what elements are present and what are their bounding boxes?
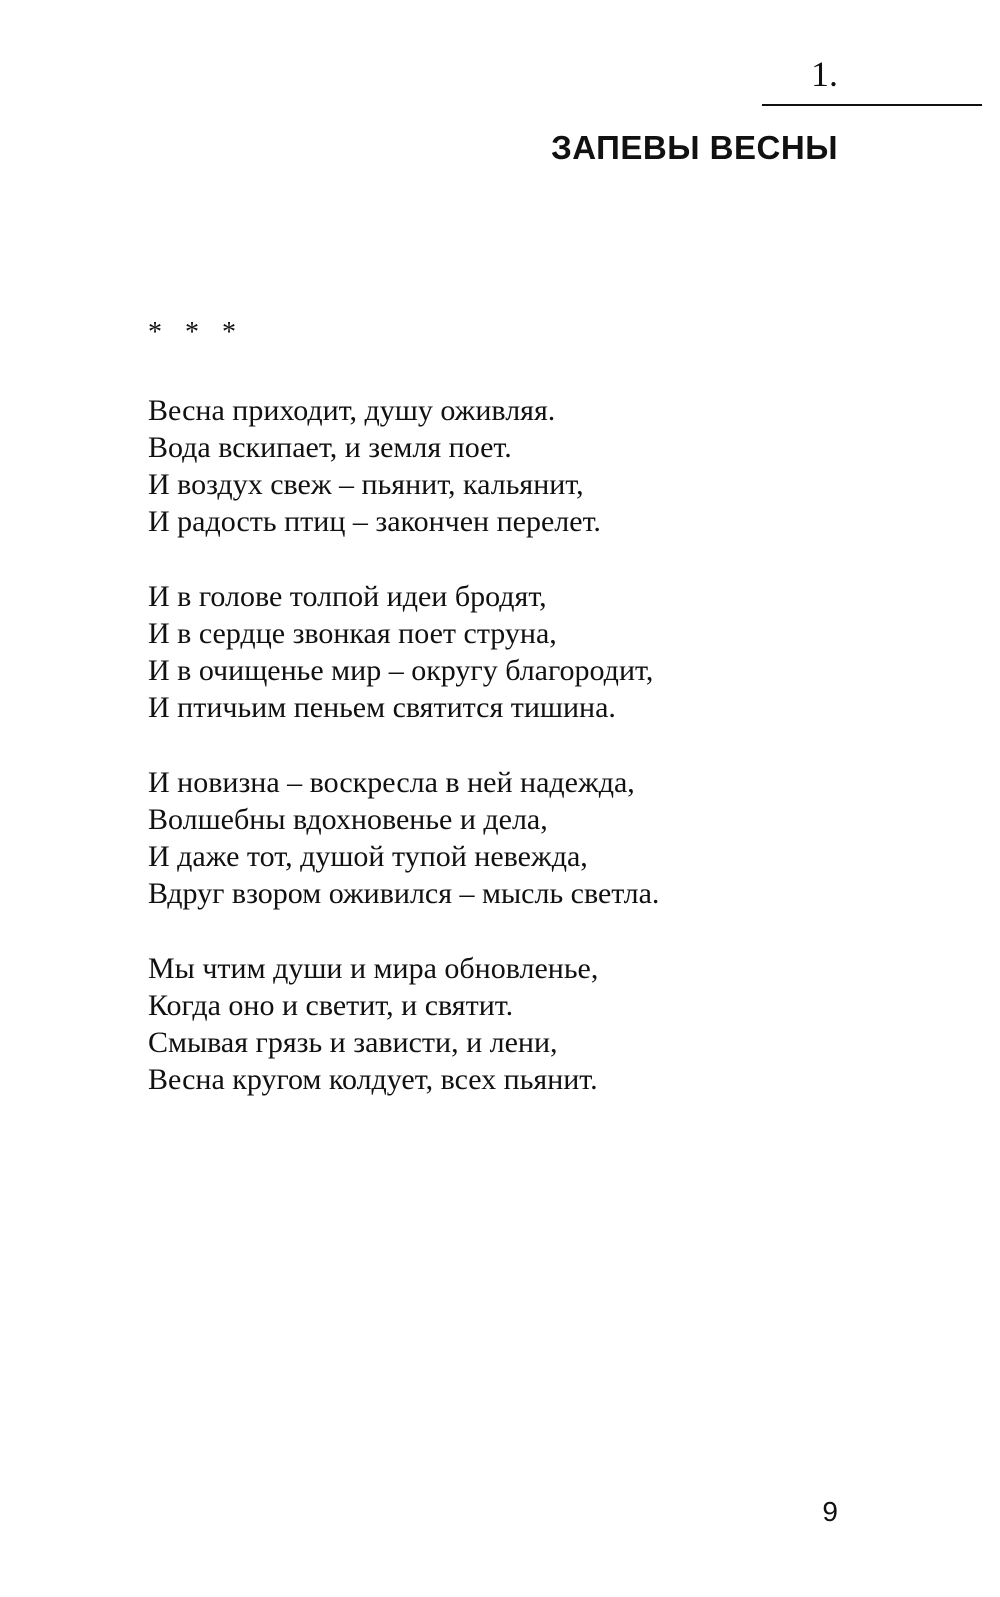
poem-line: Смывая грязь и зависти, и лени,	[148, 1026, 558, 1059]
poem-line: И в очищенье мир – округу благородит,	[148, 654, 654, 687]
poem-line: И птичьим пеньем святится тишина.	[148, 691, 616, 724]
poem-line: И новизна – воскресла в ней надежда,	[148, 766, 635, 799]
stanza	[148, 578, 848, 726]
poem	[148, 392, 848, 1098]
poem-line: И даже тот, душой тупой невежда,	[148, 840, 588, 873]
section-number: 1.	[811, 54, 838, 94]
poem-line: Весна приходит, душу оживляя.	[148, 394, 556, 427]
poem-line: И в сердце звонкая поет струна,	[148, 617, 557, 650]
poem-separator: * * *	[148, 317, 244, 348]
poem-line: Волшебны вдохновенье и дела,	[148, 803, 548, 836]
poem-line: И радость птиц – закончен перелет.	[148, 505, 601, 538]
poem-line: Вода вскипает, и земля поет.	[148, 431, 512, 464]
section-rule	[762, 104, 982, 106]
page-number: 9	[822, 1496, 838, 1527]
stanza	[148, 392, 848, 540]
poem-line: Вдруг взором оживился – мысль светла.	[148, 877, 660, 910]
poem-line: И в голове толпой идеи бродят,	[148, 580, 547, 613]
stanza	[148, 950, 848, 1098]
poem-line: И воздух свеж – пьянит, кальянит,	[148, 468, 584, 501]
stanza	[148, 764, 848, 912]
poem-line: Весна кругом колдует, всех пьянит.	[148, 1063, 598, 1096]
section-title: ЗАПЕВЫ ВЕСНЫ	[551, 129, 838, 166]
poem-line: Мы чтим души и мира обновленье,	[148, 952, 599, 985]
poem-line: Когда оно и светит, и святит.	[148, 989, 514, 1022]
